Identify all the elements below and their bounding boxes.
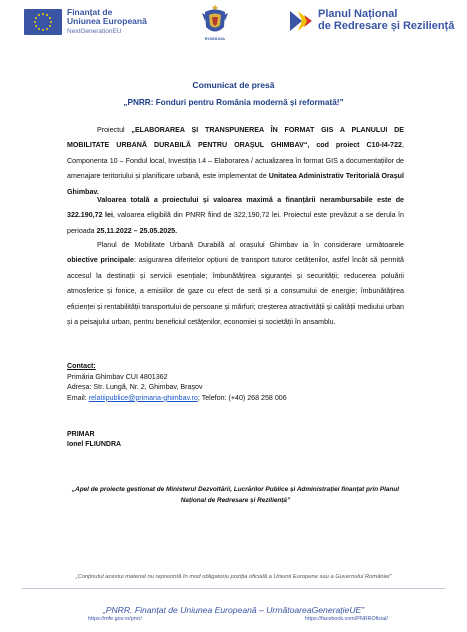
p3-objectives-label: obiective principale: [67, 256, 135, 265]
eu-funding-logo: [24, 8, 147, 36]
call-for-projects-note: „Apel de proiecte gestionat de Ministerul Dezvoltării, Lucrărilor Publice și Administrației finanțat prin Planul Național de Redresare și Reziliență”: [71, 486, 400, 504]
email-link[interactable]: relatiipublice@primaria-ghimbav.ro: [88, 393, 198, 402]
p1-intro: Proiectul: [97, 126, 132, 134]
crest-label: ROMÂNIA: [204, 36, 226, 41]
eu-logo-line2: Uniunea Europeană: [67, 16, 147, 26]
p3-objectives-list: : asigurarea diferitelor opțiuni de transport tuturor cetățenilor, astfel încât să permită accesul la destinații și servicii esențiale; îmbunătățirea siguranței și securității; reducerea poluării atmosferice și fonice, a emisiilor de gaze cu efect de seră și a consumului de energie; îmbunătățirea eficienței și rentabilității transportului de persoane și mărfuri; creșterea atractivității și calității mediului urban și a peisajului urban, pentru beneficiul cetățenilor, economiei și societății în ansamblu.: [67, 256, 404, 327]
contact-block: [67, 361, 404, 403]
paragraph-value: [67, 193, 404, 239]
p3-intro: Planul de Mobilitate Urbană Durabilă al orașului Ghimbav ia în considerare următoarele: [97, 241, 404, 249]
footer-link-mfe[interactable]: https://mfe.gov.ro/pnrr/: [88, 616, 142, 622]
paragraph-project: [67, 123, 404, 200]
letterhead: [0, 0, 467, 50]
disclaimer: „Conținutul acestui material nu reprezintă în mod obligatoriu poziția oficială a Uniunii Europene sau a Guvernului României”: [75, 574, 392, 580]
contact-email-phone: [67, 393, 404, 404]
eu-flag-icon: [24, 9, 62, 35]
p1-implementer: Unitatea Administrativ Teritorială Orașul Ghimbav.: [67, 172, 404, 196]
p2-total-value: Valoarea totală a proiectului și valoarea maximă a finanțării nerambursabile este de 322.190,72 lei: [67, 196, 404, 220]
p1-details: , Componenta 10 – Fondul local, Investiția I.4 – Elaborarea / actualizarea în format GIS a documentațiilor de amenajare teritoriului și planificare urbană, este implementat de: [67, 141, 404, 181]
pnrr-logo-line2: de Redresare și Reziliență: [318, 20, 455, 32]
pnrr-logo: [288, 8, 454, 34]
footer-links: [88, 616, 388, 622]
mayor-role: PRIMAR: [67, 431, 95, 438]
mayor-name: Ionel FLIUNDRA: [67, 441, 122, 449]
footer-divider: [22, 588, 445, 589]
document-title: Comunicat de presă: [192, 80, 275, 90]
eu-logo-line1: Finanțat de: [67, 7, 113, 17]
mayor-signature-block: [67, 430, 121, 451]
email-label: Email:: [67, 393, 89, 402]
phone-text: ; Telefon: (+40) 268 258 006: [197, 393, 287, 402]
contact-address: Adresa: Str. Lungă, Nr. 2, Ghimbav, Brașov: [67, 383, 203, 392]
pnrr-logo-line1: Planul Național: [318, 8, 398, 20]
p2-period: 25.11.2022 – 25.05.2025.: [96, 226, 178, 235]
footer-title: „PNRR. Finanțat de Uniunea Europeană – UrmătoareaGenerațieUE”: [102, 605, 365, 615]
p2-eligible: , valoarea eligibilă din PNRR fiind de 322,190,72 lei. Proiectul este prevăzut a se derula în perioada: [67, 211, 404, 235]
footer-link-facebook[interactable]: https://facebook.com/PNRROficial/: [305, 616, 388, 622]
document-subtitle: „PNRR: Fonduri pentru România modernă și reformată!”: [123, 98, 344, 107]
pnrr-mark-icon: [288, 8, 314, 34]
contact-cui: Primăria Ghimbav CUI 4801362: [67, 372, 168, 381]
p1-project-name: „ELABORAREA ȘI TRANSPUNEREA ÎN FORMAT GIS A PLANULUI DE MOBILITATE URBANĂ DURABILĂ PENTRU ORAȘUL GHIMBAV“, cod proiect C10-I4-722: [67, 126, 404, 150]
paragraph-objectives: [67, 238, 404, 330]
eu-logo-line3: NextGenerationEU: [67, 28, 122, 35]
contact-heading: Contact:: [67, 362, 96, 370]
